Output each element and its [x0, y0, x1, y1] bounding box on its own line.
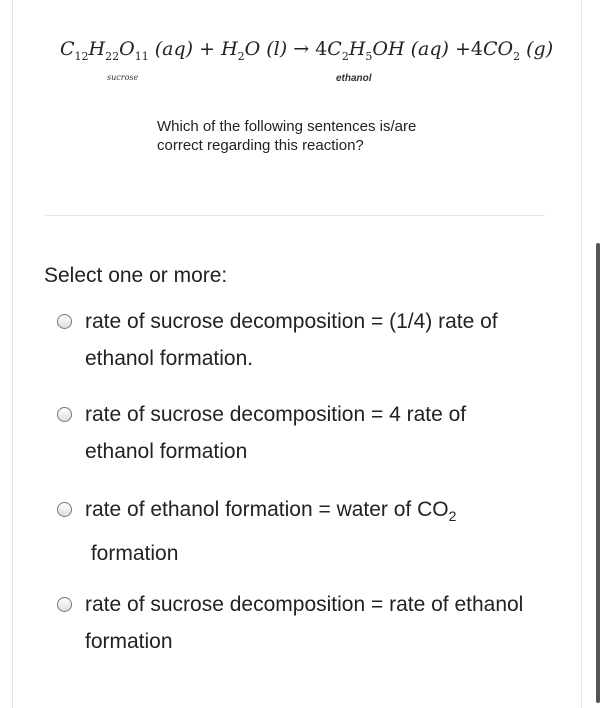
option-2[interactable] [55, 396, 555, 470]
scrollbar[interactable] [596, 243, 600, 703]
radio-icon[interactable] [57, 314, 72, 329]
option-label[interactable]: rate of ethanol formation = water of $CO_2$ formation [85, 498, 457, 566]
question-text [157, 117, 416, 155]
question-line-1: Which of the following sentences is/are [157, 118, 417, 135]
option-label[interactable]: rate of sucrose decomposition = (1/4) rate of ethanol formation. [85, 310, 498, 370]
divider [45, 215, 545, 216]
option-label[interactable]: rate of sucrose decomposition = rate of ethanol formation [85, 593, 524, 653]
question-line-2: correct regarding this reaction? [157, 137, 364, 154]
select-prompt: Select one or more: [44, 264, 228, 287]
sucrose-label: sucrose [107, 73, 139, 82]
option-4[interactable] [55, 586, 555, 660]
ethanol-label: ethanol [336, 73, 372, 84]
chemical-equation: $C_{12}H_{22}O_{11}$ $(aq) + H_2O$ $(l) \to 4C_2H_5OH$ $(aq) +4CO_2$ (g) [60, 38, 554, 63]
option-1[interactable] [55, 303, 555, 377]
option-3[interactable] [55, 491, 555, 572]
radio-icon[interactable] [57, 407, 72, 422]
radio-icon[interactable] [57, 597, 72, 612]
radio-icon[interactable] [57, 502, 72, 517]
option-label[interactable]: rate of sucrose decomposition = 4 rate of ethanol formation [85, 403, 467, 463]
